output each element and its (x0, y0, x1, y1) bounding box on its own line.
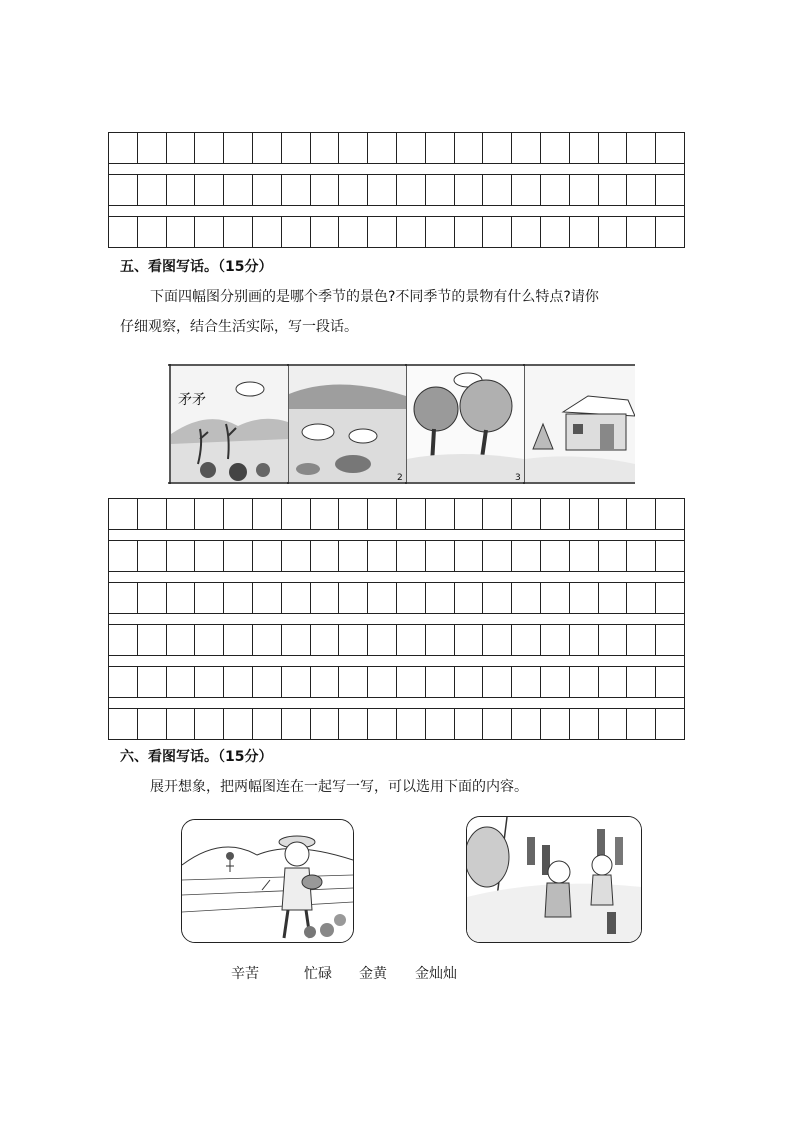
grid-cell[interactable] (282, 499, 311, 529)
grid-cell[interactable] (455, 541, 484, 571)
grid-cell[interactable] (541, 175, 570, 205)
grid-cell[interactable] (253, 667, 282, 697)
grid-cell[interactable] (368, 709, 397, 739)
grid-cell[interactable] (109, 175, 138, 205)
grid-cell[interactable] (483, 541, 512, 571)
grid-cell[interactable] (455, 499, 484, 529)
grid-cell[interactable] (570, 175, 599, 205)
grid-cell[interactable] (483, 667, 512, 697)
grid-cell[interactable] (656, 709, 684, 739)
grid-cell[interactable] (627, 583, 656, 613)
svg-text:矛矛: 矛矛 (178, 392, 206, 408)
grid-cell[interactable] (195, 133, 224, 163)
grid-cell[interactable] (512, 709, 541, 739)
grid-cell[interactable] (167, 133, 196, 163)
grid-cell[interactable] (541, 667, 570, 697)
grid-cell[interactable] (397, 175, 426, 205)
section5-prompt-line2: 仔细观察，结合生活实际，写一段话。 (120, 319, 358, 335)
grid-cell[interactable] (570, 583, 599, 613)
grid-cell[interactable] (397, 133, 426, 163)
grid-cell[interactable] (339, 667, 368, 697)
grid-cell[interactable] (656, 217, 684, 247)
grid-cell[interactable] (570, 709, 599, 739)
grid-cell[interactable] (455, 583, 484, 613)
grid-cell[interactable] (253, 217, 282, 247)
grid-cell[interactable] (368, 583, 397, 613)
panel-number-2: 2 (397, 473, 403, 483)
grid-cell[interactable] (599, 709, 628, 739)
grid-cell[interactable] (426, 541, 455, 571)
grid-cell[interactable] (426, 217, 455, 247)
grid-cell[interactable] (541, 625, 570, 655)
grid-cell[interactable] (570, 625, 599, 655)
grid-cell[interactable] (282, 217, 311, 247)
grid-cell[interactable] (138, 667, 167, 697)
grid-cell[interactable] (167, 541, 196, 571)
grid-cell[interactable] (109, 133, 138, 163)
grid-cell[interactable] (483, 175, 512, 205)
grid-cell[interactable] (224, 133, 253, 163)
grid-cell[interactable] (282, 667, 311, 697)
grid-cell[interactable] (512, 625, 541, 655)
grid-cell[interactable] (627, 709, 656, 739)
grid-row (109, 667, 684, 697)
writing-grid-bottom[interactable] (108, 498, 685, 740)
grid-cell[interactable] (339, 133, 368, 163)
grid-cell[interactable] (224, 175, 253, 205)
seasons-picture-strip (168, 364, 635, 486)
grid-cell[interactable] (368, 625, 397, 655)
grid-cell[interactable] (311, 583, 340, 613)
grid-row (109, 499, 684, 529)
grid-cell[interactable] (426, 625, 455, 655)
grid-row-gap (109, 571, 684, 583)
grid-cell[interactable] (138, 625, 167, 655)
grid-cell[interactable] (397, 217, 426, 247)
grid-cell[interactable] (167, 667, 196, 697)
grid-cell[interactable] (656, 625, 684, 655)
grid-cell[interactable] (167, 499, 196, 529)
grid-cell[interactable] (397, 541, 426, 571)
grid-cell[interactable] (627, 133, 656, 163)
grid-cell[interactable] (282, 541, 311, 571)
grid-row (109, 583, 684, 613)
grid-cell[interactable] (138, 709, 167, 739)
grid-row (109, 541, 684, 571)
grid-cell[interactable] (282, 709, 311, 739)
grid-cell[interactable] (368, 499, 397, 529)
grid-cell[interactable] (339, 583, 368, 613)
grid-row-gap (109, 613, 684, 625)
spring-panel (171, 366, 288, 482)
grid-cell[interactable] (397, 667, 426, 697)
grid-cell[interactable] (627, 625, 656, 655)
grid-cell[interactable] (339, 499, 368, 529)
grid-cell[interactable] (426, 499, 455, 529)
grid-cell[interactable] (397, 499, 426, 529)
grid-cell[interactable] (311, 667, 340, 697)
grid-cell[interactable] (512, 667, 541, 697)
grid-cell[interactable] (570, 499, 599, 529)
grid-cell[interactable] (167, 709, 196, 739)
grid-cell[interactable] (224, 499, 253, 529)
grid-row (109, 133, 684, 163)
grid-cell[interactable] (311, 625, 340, 655)
grid-row-gap (109, 163, 684, 175)
grid-cell[interactable] (339, 217, 368, 247)
autumn-panel (407, 366, 524, 483)
grid-cell[interactable] (512, 175, 541, 205)
grid-cell[interactable] (138, 541, 167, 571)
grid-cell[interactable] (483, 583, 512, 613)
word-option-4: 金灿灿 (415, 966, 457, 982)
grid-cell[interactable] (455, 217, 484, 247)
grid-cell[interactable] (627, 667, 656, 697)
grid-cell[interactable] (109, 625, 138, 655)
grid-cell[interactable] (512, 499, 541, 529)
grid-cell[interactable] (483, 133, 512, 163)
grid-cell[interactable] (599, 217, 628, 247)
section5-prompt-line1: 下面四幅图分别画的是哪个季节的景色?不同季节的景物有什么特点?请你 (150, 289, 599, 305)
grid-cell[interactable] (656, 133, 684, 163)
grid-cell[interactable] (253, 583, 282, 613)
grid-cell[interactable] (311, 175, 340, 205)
grid-cell[interactable] (656, 175, 684, 205)
grid-cell[interactable] (483, 709, 512, 739)
grid-cell[interactable] (339, 175, 368, 205)
grid-cell[interactable] (195, 583, 224, 613)
grid-cell[interactable] (541, 217, 570, 247)
grid-row-gap (109, 529, 684, 541)
grid-cell[interactable] (109, 709, 138, 739)
grid-cell[interactable] (368, 541, 397, 571)
harvest-illustration (466, 816, 642, 943)
grid-row (109, 709, 684, 739)
grid-cell[interactable] (483, 217, 512, 247)
grid-cell[interactable] (627, 175, 656, 205)
grid-cell[interactable] (311, 709, 340, 739)
grid-cell[interactable] (656, 541, 684, 571)
grid-cell[interactable] (253, 175, 282, 205)
grid-cell[interactable] (483, 625, 512, 655)
word-option-2: 忙碌 (304, 966, 332, 982)
grid-cell[interactable] (570, 133, 599, 163)
grid-cell[interactable] (339, 541, 368, 571)
grid-cell[interactable] (282, 625, 311, 655)
grid-cell[interactable] (426, 583, 455, 613)
grid-cell[interactable] (627, 541, 656, 571)
grid-row (109, 175, 684, 205)
section6-prompt: 展开想象，把两幅图连在一起写一写，可以选用下面的内容。 (150, 779, 528, 795)
grid-cell[interactable] (282, 133, 311, 163)
grid-cell[interactable] (397, 709, 426, 739)
grid-cell[interactable] (109, 667, 138, 697)
grid-cell[interactable] (282, 175, 311, 205)
grid-cell[interactable] (599, 499, 628, 529)
grid-cell[interactable] (656, 583, 684, 613)
grid-cell[interactable] (138, 499, 167, 529)
grid-cell[interactable] (512, 217, 541, 247)
grid-cell[interactable] (282, 583, 311, 613)
grid-cell[interactable] (224, 667, 253, 697)
grid-cell[interactable] (368, 133, 397, 163)
writing-grid-top[interactable] (108, 132, 685, 248)
grid-cell[interactable] (656, 667, 684, 697)
grid-cell[interactable] (253, 625, 282, 655)
grid-cell[interactable] (195, 709, 224, 739)
grid-cell[interactable] (253, 133, 282, 163)
grid-cell[interactable] (455, 175, 484, 205)
winter-panel (525, 366, 635, 482)
grid-cell[interactable] (195, 667, 224, 697)
grid-cell[interactable] (483, 499, 512, 529)
grid-cell[interactable] (195, 541, 224, 571)
grid-cell[interactable] (311, 499, 340, 529)
grid-cell[interactable] (167, 583, 196, 613)
grid-cell[interactable] (109, 499, 138, 529)
grid-cell[interactable] (397, 625, 426, 655)
word-option-1: 辛苦 (231, 966, 259, 982)
section6-title: 六、看图写话。（15分） (120, 749, 273, 765)
grid-cell[interactable] (195, 625, 224, 655)
grid-row-gap (109, 205, 684, 217)
grid-cell[interactable] (167, 217, 196, 247)
grid-cell[interactable] (339, 709, 368, 739)
grid-cell[interactable] (570, 217, 599, 247)
grid-cell[interactable] (138, 133, 167, 163)
grid-cell[interactable] (426, 133, 455, 163)
grid-cell[interactable] (599, 541, 628, 571)
panel-number-3: 3 (515, 473, 521, 483)
grid-cell[interactable] (167, 175, 196, 205)
grid-cell[interactable] (253, 541, 282, 571)
grid-cell[interactable] (426, 175, 455, 205)
grid-cell[interactable] (512, 583, 541, 613)
grid-cell[interactable] (224, 583, 253, 613)
grid-cell[interactable] (599, 583, 628, 613)
grid-cell[interactable] (339, 625, 368, 655)
grid-cell[interactable] (570, 541, 599, 571)
sowing-illustration (181, 819, 354, 943)
grid-cell[interactable] (311, 133, 340, 163)
grid-cell[interactable] (627, 217, 656, 247)
grid-cell[interactable] (455, 667, 484, 697)
grid-cell[interactable] (167, 625, 196, 655)
grid-cell[interactable] (656, 499, 684, 529)
grid-cell[interactable] (541, 709, 570, 739)
grid-cell[interactable] (455, 625, 484, 655)
grid-cell[interactable] (195, 217, 224, 247)
grid-cell[interactable] (455, 133, 484, 163)
grid-cell[interactable] (512, 541, 541, 571)
grid-cell[interactable] (253, 709, 282, 739)
grid-cell[interactable] (570, 667, 599, 697)
summer-panel (289, 366, 406, 483)
grid-cell[interactable] (311, 217, 340, 247)
grid-cell[interactable] (253, 499, 282, 529)
grid-cell[interactable] (109, 583, 138, 613)
grid-cell[interactable] (541, 499, 570, 529)
grid-cell[interactable] (541, 583, 570, 613)
grid-cell[interactable] (397, 583, 426, 613)
grid-cell[interactable] (599, 667, 628, 697)
grid-cell[interactable] (224, 625, 253, 655)
grid-cell[interactable] (138, 583, 167, 613)
grid-cell[interactable] (368, 175, 397, 205)
grid-cell[interactable] (109, 217, 138, 247)
section5-title: 五、看图写话。（15分） (120, 259, 273, 275)
grid-cell[interactable] (368, 667, 397, 697)
grid-row-gap (109, 655, 684, 667)
word-option-3: 金黄 (359, 966, 387, 982)
grid-cell[interactable] (541, 541, 570, 571)
grid-cell[interactable] (599, 175, 628, 205)
grid-cell[interactable] (224, 541, 253, 571)
grid-row (109, 217, 684, 247)
grid-row (109, 625, 684, 655)
grid-cell[interactable] (426, 667, 455, 697)
grid-cell[interactable] (138, 175, 167, 205)
grid-cell[interactable] (224, 709, 253, 739)
grid-cell[interactable] (138, 217, 167, 247)
grid-cell[interactable] (311, 541, 340, 571)
grid-cell[interactable] (627, 499, 656, 529)
grid-cell[interactable] (224, 217, 253, 247)
grid-cell[interactable] (541, 133, 570, 163)
grid-cell[interactable] (368, 217, 397, 247)
grid-cell[interactable] (109, 541, 138, 571)
grid-cell[interactable] (512, 133, 541, 163)
grid-cell[interactable] (599, 625, 628, 655)
grid-cell[interactable] (195, 175, 224, 205)
grid-cell[interactable] (195, 499, 224, 529)
grid-cell[interactable] (426, 709, 455, 739)
grid-row-gap (109, 697, 684, 709)
grid-cell[interactable] (599, 133, 628, 163)
grid-cell[interactable] (455, 709, 484, 739)
